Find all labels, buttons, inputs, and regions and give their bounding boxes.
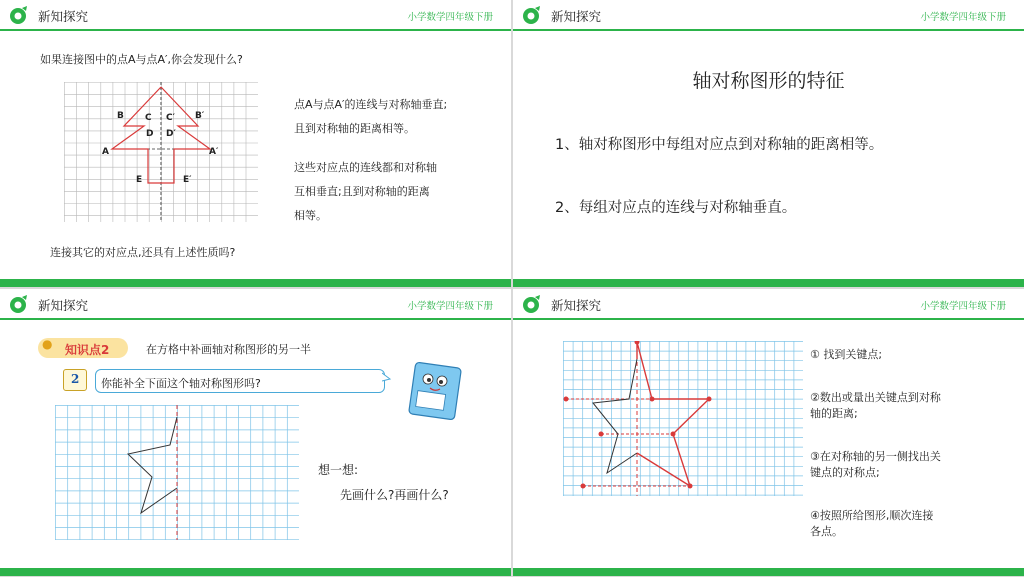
slide-2[interactable] xyxy=(513,0,1024,287)
answer2-line3: 相等。 xyxy=(294,209,327,222)
header-subtitle: 小学数学四年级下册 xyxy=(920,12,1006,23)
answer1-line1: 点A与点A′的连线与对称轴垂直; xyxy=(294,98,448,111)
footer-bar xyxy=(0,279,511,287)
label-c-prime: C′ xyxy=(166,113,175,123)
answer1-line2: 且到对称轴的距离相等。 xyxy=(294,122,415,135)
logo-icon xyxy=(9,5,29,25)
label-b-prime: B′ xyxy=(195,111,205,121)
answer2-line1: 这些对应点的连线都和对称轴 xyxy=(294,161,437,174)
speech-bubble xyxy=(95,369,385,393)
slide-header xyxy=(513,289,1024,320)
step-3-line1: ③在对称轴的另一侧找出关 xyxy=(810,450,941,463)
slide-title: 轴对称图形的特征 xyxy=(692,70,845,92)
label-d: D xyxy=(146,129,154,139)
prompt-text: 你能补全下面这个轴对称图形吗? xyxy=(101,377,261,390)
label-a: A xyxy=(102,147,109,157)
header-title: 新知探究 xyxy=(551,298,602,313)
slide-1[interactable] xyxy=(0,0,511,287)
badge-label: 知识点2 xyxy=(65,343,110,357)
slide-header xyxy=(0,289,511,320)
label-e: E xyxy=(136,175,143,185)
step-3-line2: 键点的对称点; xyxy=(810,466,880,479)
footer-bar xyxy=(513,279,1024,287)
feature-point-2: 2、每组对应点的连线与对称轴垂直。 xyxy=(555,200,797,216)
header-title: 新知探究 xyxy=(551,9,602,24)
step-4-line1: ④按照所给图形,顺次连接 xyxy=(810,509,934,522)
problem-number: 2 xyxy=(71,372,80,386)
star-grid-figure xyxy=(55,405,299,540)
header-title: 新知探究 xyxy=(38,298,89,313)
label-a-prime: A′ xyxy=(209,147,219,157)
header-subtitle: 小学数学四年级下册 xyxy=(407,12,493,23)
footer-bar xyxy=(0,568,511,576)
arrow-grid-figure xyxy=(64,82,258,222)
logo-icon xyxy=(522,5,542,25)
header-subtitle: 小学数学四年级下册 xyxy=(920,301,1006,312)
knowledge-badge xyxy=(38,338,128,358)
footer-bar xyxy=(513,568,1024,576)
slide-4[interactable] xyxy=(513,289,1024,576)
label-d-prime: D′ xyxy=(166,129,176,139)
arrow-left-half xyxy=(112,87,161,183)
bulb-icon: ● xyxy=(42,337,53,351)
think-body: 先画什么?再画什么? xyxy=(340,488,449,502)
step-2-line2: 轴的距离; xyxy=(810,407,858,420)
answer2-line2: 互相垂直;且到对称轴的距离 xyxy=(294,185,430,198)
feature-point-1: 1、轴对称图形中每组对应点到对称轴的距离相等。 xyxy=(555,137,884,153)
half-star xyxy=(128,417,177,513)
step-4-line2: 各点。 xyxy=(810,525,843,538)
label-c: C xyxy=(145,113,152,123)
slide-header xyxy=(0,0,511,31)
step-2-line1: ②数出或量出关键点到对称 xyxy=(810,391,941,404)
step-1: ① 找到关键点; xyxy=(810,348,883,361)
followup-question: 连接其它的对应点,还具有上述性质吗? xyxy=(50,246,236,259)
star-solution-figure xyxy=(563,341,803,496)
problem-number-badge xyxy=(63,369,87,391)
slide-3[interactable] xyxy=(0,289,511,576)
question-text: 如果连接图中的点A与点A′,你会发现什么? xyxy=(40,53,243,66)
header-title: 新知探究 xyxy=(38,9,89,24)
label-e-prime: E′ xyxy=(183,175,192,185)
cartoon-book-icon xyxy=(404,359,468,427)
think-title: 想一想: xyxy=(318,463,359,477)
bubble-tail xyxy=(382,371,392,383)
logo-icon xyxy=(9,294,29,314)
slide-header xyxy=(513,0,1024,31)
header-subtitle: 小学数学四年级下册 xyxy=(407,301,493,312)
label-b: B xyxy=(117,111,124,121)
logo-icon xyxy=(522,294,542,314)
topic-text: 在方格中补画轴对称图形的另一半 xyxy=(146,343,311,356)
